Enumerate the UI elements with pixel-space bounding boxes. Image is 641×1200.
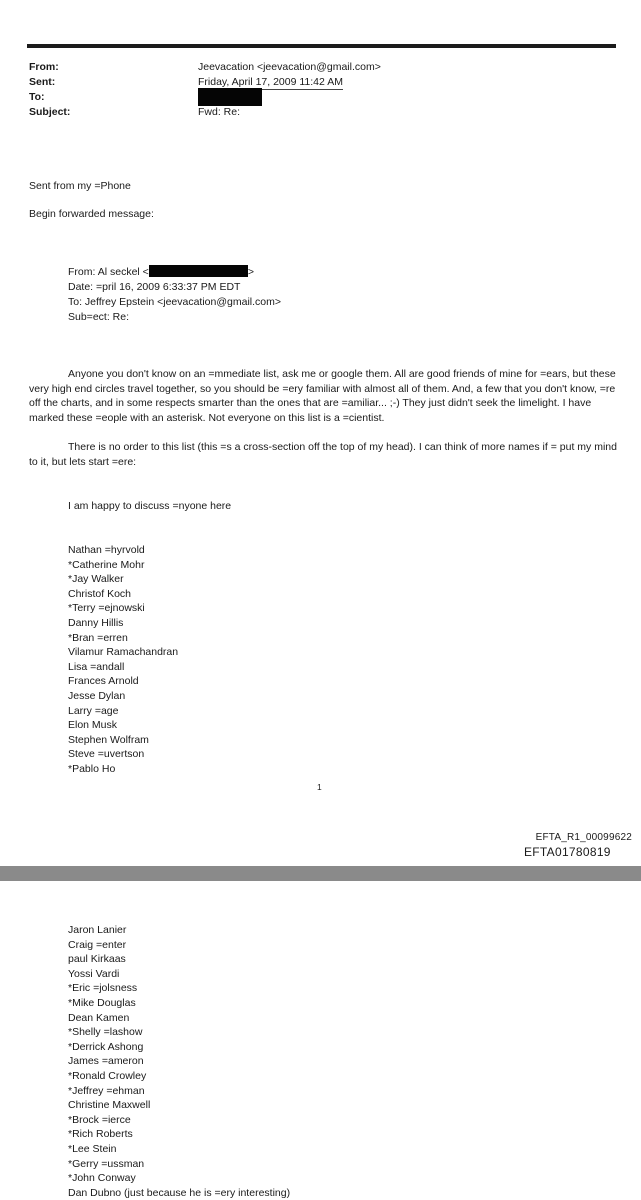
fwd-from-prefix: From: Al seckel < — [68, 266, 149, 278]
fwd-from — [68, 265, 254, 279]
list-item: Vilamur Ramachandran — [68, 646, 179, 659]
fwd-from-suffix: > — [247, 266, 254, 278]
list-item: *Pablo Ho — [68, 762, 116, 775]
name-list-page-1 — [68, 543, 178, 777]
to-redaction — [198, 88, 262, 106]
list-item: Elon Musk — [68, 719, 118, 732]
list-item: *Ronald Crowley — [68, 1069, 147, 1082]
subject-label: Subject: — [29, 106, 71, 118]
list-item: Christine Maxwell — [68, 1099, 151, 1112]
header-rule — [27, 44, 616, 48]
body-paragraph-2: There is no order to this list (this =s a cross-section off the top of my head). I can think of more names if = put my mind to it, but lets start =ere: — [29, 441, 617, 468]
list-item: *Jeffrey =ehman — [68, 1084, 145, 1097]
subject-value: Fwd: Re: — [198, 106, 241, 118]
list-item: *Shelly =lashow — [68, 1026, 143, 1039]
sent-from-phone: Sent from my =Phone — [29, 180, 131, 192]
list-item: Steve =uvertson — [68, 748, 145, 761]
list-item: *Lee Stein — [68, 1142, 117, 1155]
list-item: James =ameron — [68, 1055, 144, 1068]
list-item: Yossi Vardi — [68, 967, 120, 980]
body-paragraph-1: Anyone you don't know on an =mmediate list, ask me or google them. All are good friends of mine for =ears, but these very high end circles travel together, so you should be =ery familiar with almost all of them. And, a few that you don't know, =re off the charts, and in some respects smarter than the ones that are =amiliar... ;-) They just didn't seek the limelight. I have marked these =eople with an asterisk. Not everyone on this list is a =cientist. — [29, 368, 616, 424]
document-page-2 — [0, 881, 641, 1200]
efta-stamp-small: EFTA_R1_00099622 — [535, 832, 632, 843]
page-separator — [0, 866, 641, 881]
fwd-to: To: Jeffrey Epstein <jeevacation@gmail.com> — [68, 296, 281, 308]
list-item: Lisa =andall — [68, 660, 125, 673]
list-item: *Rich Roberts — [68, 1128, 133, 1141]
list-item: Craig =enter — [68, 938, 127, 951]
fwd-from-redaction — [149, 265, 248, 277]
list-item: Dean Kamen — [68, 1011, 130, 1024]
efta-stamp-large: EFTA01780819 — [524, 845, 611, 859]
fwd-date: Date: =pril 16, 2009 6:33:37 PM EDT — [68, 281, 241, 293]
list-item: *Bran =erren — [68, 631, 128, 644]
begin-forwarded: Begin forwarded message: — [29, 208, 154, 220]
from-label: From: — [29, 61, 59, 73]
list-item: Christof Koch — [68, 587, 132, 600]
fwd-subject: Sub=ect: Re: — [68, 311, 129, 323]
list-item: *Eric =jolsness — [68, 982, 138, 995]
list-item: *Terry =ejnowski — [68, 602, 145, 615]
list-item: Danny Hillis — [68, 616, 124, 629]
list-item: Jaron Lanier — [68, 924, 127, 936]
list-item: *Jay Walker — [68, 573, 124, 586]
to-label: To: — [29, 91, 45, 103]
discuss-line: I am happy to discuss =nyone here — [68, 500, 232, 512]
from-value: Jeevacation <jeevacation@gmail.com> — [198, 61, 381, 73]
list-item: Dan Dubno (just because he is =ery interesting) — [68, 1186, 291, 1199]
list-item: Stephen Wolfram — [68, 733, 149, 746]
name-list-page-2 — [68, 923, 290, 1200]
list-item: Frances Arnold — [68, 675, 139, 688]
list-item: *Derrick Ashong — [68, 1040, 144, 1053]
list-item: *Gerry =ussman — [68, 1157, 145, 1170]
list-item: Nathan =hyrvold — [68, 544, 145, 556]
list-item: *Catherine Mohr — [68, 558, 145, 571]
list-item: *Mike Douglas — [68, 996, 136, 1009]
page-number: 1 — [317, 782, 322, 792]
sent-label: Sent: — [29, 76, 56, 88]
list-item: *John Conway — [68, 1172, 136, 1185]
list-item: Jesse Dylan — [68, 689, 126, 702]
list-item: *Brock =ierce — [68, 1113, 131, 1126]
list-item: paul Kirkaas — [68, 953, 126, 966]
sent-value: Friday, April 17, 2009 11:42 AM — [198, 76, 343, 88]
list-item: Larry =age — [68, 704, 119, 717]
